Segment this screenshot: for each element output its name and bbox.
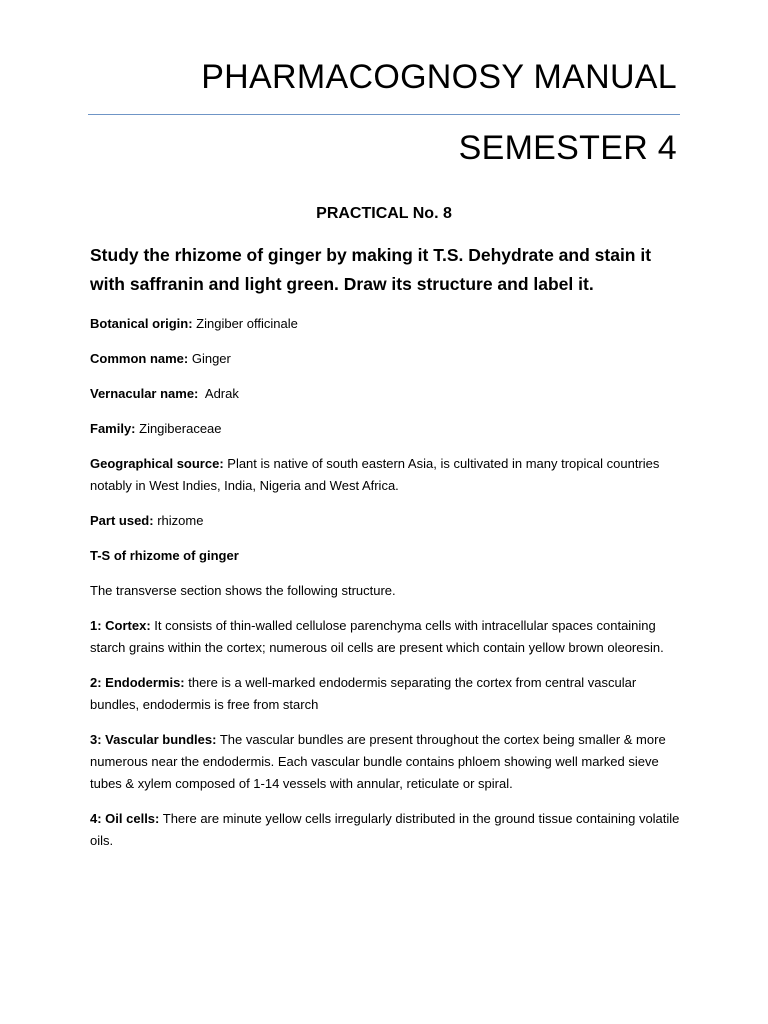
vernacular-name — [90, 383, 680, 405]
section-heading-text: T-S of rhizome of ginger — [90, 548, 239, 563]
section-intro: The transverse section shows the following structure. — [90, 583, 396, 598]
botanical-origin-label: Botanical origin: — [90, 316, 193, 331]
common-name-label: Common name: — [90, 351, 189, 366]
structure-label: 4: Oil cells: — [90, 811, 160, 826]
vernacular-name-label: Vernacular name: — [90, 386, 199, 401]
structure-endodermis — [90, 672, 680, 716]
structure-cortex — [90, 615, 680, 659]
family — [90, 418, 680, 440]
part-used-value: rhizome — [153, 513, 204, 528]
structure-text: The vascular bundles are present throughout the cortex being smaller & more numerous near the endodermis. Each vascular bundle contains phloem showing well marked sieve tubes & xylem composed of 1-14 vessels with annular, reticulate or spiral. — [90, 732, 666, 791]
document-body — [90, 241, 680, 865]
geographical-source-label: Geographical source: — [90, 456, 224, 471]
family-label: Family: — [90, 421, 136, 436]
part-used-label: Part used: — [90, 513, 154, 528]
structure-label: 1: Cortex: — [90, 618, 151, 633]
geographical-source — [90, 453, 680, 497]
practical-number: PRACTICAL No. 8 — [316, 205, 452, 222]
common-name-value: Ginger — [188, 351, 231, 366]
practical-aim: Study the rhizome of ginger by making it T.S. Dehydrate and stain it with saffranin and light green. Draw its structure and label it. — [90, 245, 652, 294]
geographical-source-value: Plant is native of south eastern Asia, is cultivated in many tropical countries notably in West Indies, India, Nigeria and West Africa. — [90, 456, 660, 493]
title-divider — [88, 114, 680, 115]
structure-label: 3: Vascular bundles: — [90, 732, 217, 747]
common-name — [90, 348, 680, 370]
vernacular-name-value: Adrak — [198, 386, 239, 401]
structure-text: there is a well-marked endodermis separating the cortex from central vascular bundles, endodermis is free from starch — [90, 675, 637, 712]
structure-text: It consists of thin-walled cellulose parenchyma cells with intracellular spaces containing starch grains within the cortex; numerous oil cells are present which contain yellow brown oleoresin. — [90, 618, 664, 655]
structure-oil-cells — [90, 808, 680, 852]
structure-text: There are minute yellow cells irregularly distributed in the ground tissue containing volatile oils. — [90, 811, 680, 848]
structure-label: 2: Endodermis: — [90, 675, 185, 690]
semester-heading: SEMESTER 4 — [458, 129, 677, 167]
botanical-origin-value: Zingiber officinale — [192, 316, 298, 331]
family-value: Zingiberaceae — [135, 421, 222, 436]
structure-vascular-bundles — [90, 729, 680, 795]
part-used — [90, 510, 680, 532]
botanical-origin — [90, 313, 680, 335]
document-title: PHARMACOGNOSY MANUAL — [201, 58, 677, 96]
section-heading — [90, 545, 680, 567]
